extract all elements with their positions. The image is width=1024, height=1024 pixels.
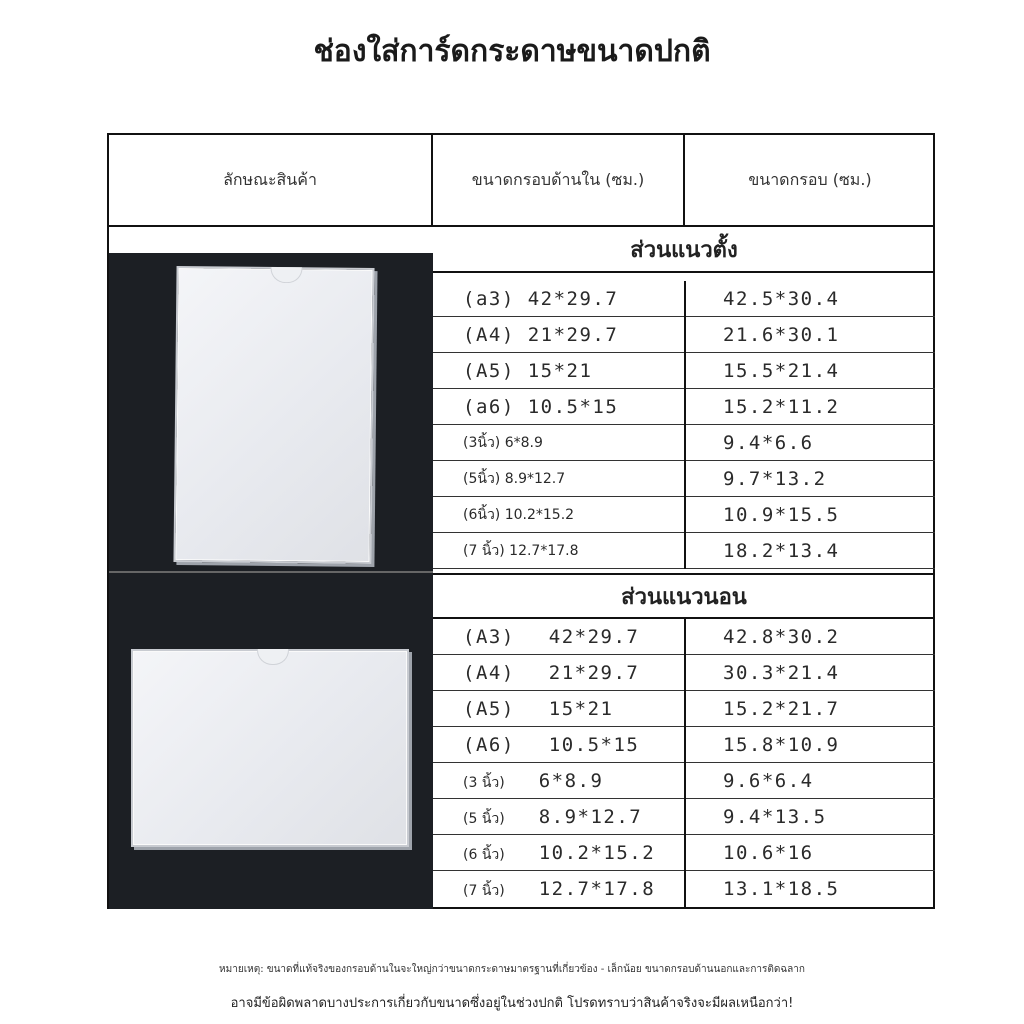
inner-size-value: 21*29.7: [527, 324, 619, 346]
inner-size-value: 21*29.7: [548, 662, 640, 684]
column-divider: [684, 763, 686, 799]
size-label: (A6): [463, 734, 515, 756]
inner-size-cell: [463, 353, 685, 389]
vertical-section-title: ส่วนแนวตั้ง: [433, 229, 935, 273]
size-label: (5นิ้ว): [463, 471, 501, 487]
note-line-2: อาจมีข้อผิดพลาดบางประการเกี่ยวกับขนาดซึ่งอยู่ในช่วงปกติ โปรดทราบว่าสินค้าจริงจะมีผลเหนือกว่า!: [230, 996, 794, 1011]
size-label: (A4): [463, 324, 515, 346]
column-divider: [684, 497, 686, 533]
inner-size-cell: [463, 835, 685, 871]
column-divider: [684, 389, 686, 425]
frame-size-value: 9.7*13.2: [723, 468, 827, 490]
inner-size-cell: [463, 871, 685, 907]
column-divider: [684, 425, 686, 461]
frame-notch: [270, 267, 302, 283]
header-feature: ลักษณะสินค้า: [109, 135, 433, 227]
frame-size-value: 21.6*30.1: [723, 324, 840, 346]
inner-size-cell: [463, 799, 685, 835]
table-row: [433, 281, 935, 317]
inner-size-cell: [463, 727, 685, 763]
vertical-acrylic-frame: [173, 266, 374, 564]
column-divider: [684, 533, 686, 569]
table-row: [433, 727, 935, 763]
inner-size-value: 10.5*15: [548, 734, 640, 756]
inner-size-cell: [463, 389, 685, 425]
column-divider: [684, 281, 686, 317]
header-inner-size: ขนาดกรอบด้านใน (ซม.): [433, 135, 685, 227]
size-label: (3 นิ้ว): [463, 775, 505, 791]
horizontal-rows: [433, 619, 935, 907]
frame-size-value: 15.8*10.9: [723, 734, 840, 756]
vertical-rows: [433, 281, 935, 569]
table-row: [433, 389, 935, 425]
frame-size-value: 15.5*21.4: [723, 360, 840, 382]
frame-size-value: 10.6*16: [723, 842, 814, 864]
inner-size-value: 42*29.7: [548, 626, 640, 648]
column-divider: [684, 691, 686, 727]
frame-size-value: 15.2*11.2: [723, 396, 840, 418]
inner-size-cell: [463, 461, 685, 497]
column-divider: [684, 317, 686, 353]
horizontal-section-title: ส่วนแนวนอน: [433, 573, 935, 619]
frame-size-value: 10.9*15.5: [723, 504, 840, 526]
inner-size-cell: [463, 425, 685, 461]
inner-size-value: 8.9*12.7: [538, 806, 643, 828]
inner-size-value: 12.7*17.8: [509, 543, 579, 559]
horizontal-acrylic-frame: [131, 649, 409, 847]
size-label: (7 นิ้ว): [463, 543, 505, 559]
size-table: [107, 133, 935, 909]
inner-size-cell: [463, 497, 685, 533]
size-label: (5 นิ้ว): [463, 811, 505, 827]
size-label: (a6): [463, 396, 515, 418]
table-row: [433, 497, 935, 533]
vertical-frame-photo: [109, 253, 433, 573]
horizontal-frame-photo: [109, 573, 433, 909]
inner-size-value: 10.2*15.2: [504, 507, 575, 523]
inner-size-value: 42*29.7: [527, 288, 619, 310]
table-row: [433, 691, 935, 727]
frame-size-value: 9.4*13.5: [723, 806, 827, 828]
frame-size-value: 30.3*21.4: [723, 662, 840, 684]
size-label: (7 นิ้ว): [463, 883, 505, 899]
frame-size-value: 9.6*6.4: [723, 770, 814, 792]
frame-size-value: 42.5*30.4: [723, 288, 840, 310]
table-row: [433, 835, 935, 871]
inner-size-cell: [463, 533, 685, 569]
table-row: [433, 799, 935, 835]
inner-size-value: 8.9*12.7: [504, 471, 566, 487]
inner-size-value: 6*8.9: [538, 770, 604, 792]
table-row: [433, 871, 935, 907]
column-divider: [684, 619, 686, 655]
inner-size-value: 10.2*15.2: [538, 842, 656, 864]
frame-size-value: 13.1*18.5: [723, 878, 840, 900]
inner-size-value: 10.5*15: [527, 396, 619, 418]
size-label: (a3): [463, 288, 515, 310]
inner-size-value: 15*21: [527, 360, 593, 382]
table-row: [433, 533, 935, 569]
inner-size-cell: [463, 317, 685, 353]
table-row: [433, 655, 935, 691]
page-title: ช่องใส่การ์ดกระดาษขนาดปกติ: [313, 34, 711, 69]
inner-size-value: 12.7*17.8: [538, 878, 656, 900]
table-row: [433, 461, 935, 497]
size-label: (A4): [463, 662, 515, 684]
table-row: [433, 353, 935, 389]
inner-size-value: 15*21: [548, 698, 614, 720]
table-row: [433, 317, 935, 353]
table-row: [433, 425, 935, 461]
column-divider: [684, 871, 686, 907]
frame-size-value: 42.8*30.2: [723, 626, 840, 648]
column-divider: [684, 727, 686, 763]
table-row: [433, 763, 935, 799]
inner-size-cell: [463, 691, 685, 727]
inner-size-cell: [463, 619, 685, 655]
inner-size-value: 6*8.9: [504, 435, 543, 451]
inner-size-cell: [463, 655, 685, 691]
column-divider: [684, 799, 686, 835]
header-frame-size: ขนาดกรอบ (ซม.): [685, 135, 935, 227]
frame-size-value: 15.2*21.7: [723, 698, 840, 720]
size-label: (A5): [463, 698, 515, 720]
inner-size-cell: [463, 281, 685, 317]
column-divider: [684, 461, 686, 497]
size-label: (6 นิ้ว): [463, 847, 505, 863]
column-divider: [684, 353, 686, 389]
frame-size-value: 9.4*6.6: [723, 432, 814, 454]
size-label: (A5): [463, 360, 515, 382]
inner-size-cell: [463, 763, 685, 799]
frame-notch: [257, 649, 289, 665]
note-line-1: หมายเหตุ: ขนาดที่แท้จริงของกรอบด้านในจะใหญ่กว่าขนาดกระดาษมาตรฐานที่เกี่ยวข้อง - เล็กน้อย ขนาดกรอบด้านนอกและการติดฉลาก: [219, 964, 805, 975]
column-divider: [684, 835, 686, 871]
size-label: (3นิ้ว): [463, 435, 501, 451]
size-label: (A3): [463, 626, 515, 648]
size-label: (6นิ้ว): [463, 507, 501, 523]
table-row: [433, 619, 935, 655]
frame-size-value: 18.2*13.4: [723, 540, 840, 562]
column-divider: [684, 655, 686, 691]
